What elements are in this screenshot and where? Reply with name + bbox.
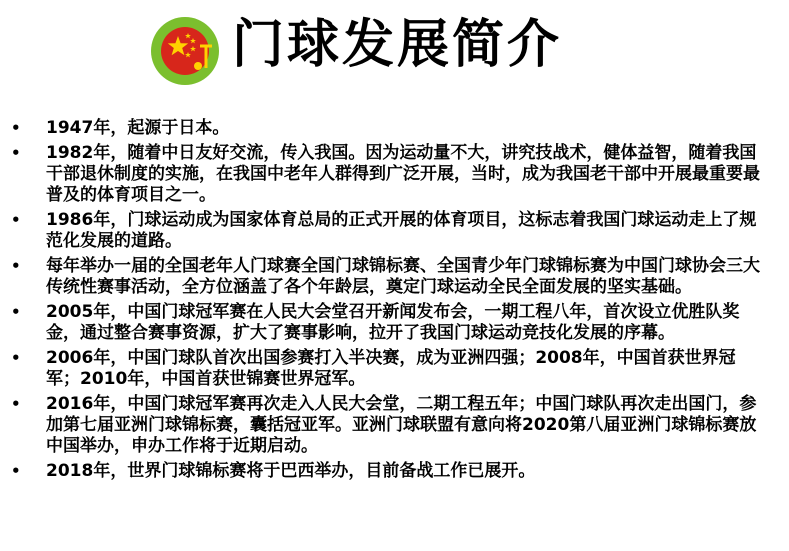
bullet-icon: •	[11, 119, 21, 137]
bullet-icon: •	[11, 303, 21, 321]
bullet-text: 2005年，中国门球冠军赛在人民大会堂召开新闻发布会，一期工程八年，首次设立优胜队奖金，通过整合赛事资源，扩大了赛事影响，拉开了我国门球运动竞技化发展的序幕。	[46, 302, 740, 343]
bullet-icon: •	[11, 349, 21, 367]
bullet-item	[0, 394, 764, 457]
bullet-item	[0, 256, 764, 298]
bullet-icon: •	[11, 395, 21, 413]
bullet-item	[0, 461, 764, 482]
bullet-icon: •	[11, 211, 21, 229]
bullet-text: 2018年，世界门球锦标赛将于巴西举办，目前备战工作已展开。	[46, 461, 536, 481]
bullet-item	[0, 118, 764, 139]
bullet-item	[0, 348, 764, 390]
bullet-text: 2006年，中国门球队首次出国参赛打入半决赛，成为亚洲四强；2008年，中国首获世界冠军；2010年，中国首获世锦赛世界冠军。	[46, 348, 736, 389]
page-title: 门球发展简介	[232, 14, 563, 75]
china-gateball-association-logo-icon	[150, 16, 220, 86]
bullet-item	[0, 302, 764, 344]
bullet-text: 1982年，随着中日友好交流，传入我国。因为运动量不大，讲究技战术，健体益智，随着我国干部退休制度的实施，在我国中老年人群得到广泛开展，当时，成为我国老干部中开展最重要最普及的体育项目之一。	[46, 143, 760, 205]
bullet-icon: •	[11, 257, 21, 275]
header	[0, 0, 789, 105]
bullet-text: 1986年，门球运动成为国家体育总局的正式开展的体育项目，这标志着我国门球运动走上了规范化发展的道路。	[46, 210, 757, 251]
bullet-item	[0, 143, 764, 206]
bullet-icon: •	[11, 144, 21, 162]
bullet-text: 2016年，中国门球冠军赛再次走入人民大会堂，二期工程五年；中国门球队再次走出国门，参加第七届亚洲门球锦标赛，囊括冠亚军。亚洲门球联盟有意向将2020第八届亚洲门球锦标赛放中国举办，申办工作将于近期启动。	[46, 394, 757, 456]
bullet-item	[0, 210, 764, 252]
bullet-text: 每年举办一届的全国老年人门球赛全国门球锦标赛、全国青少年门球锦标赛为中国门球协会三大传统性赛事活动，全方位涵盖了各个年龄层，奠定门球运动全民全面发展的坚实基础。	[46, 256, 760, 297]
bullet-text: 1947年，起源于日本。	[46, 118, 230, 138]
bullet-list	[0, 118, 789, 486]
bullet-icon: •	[11, 462, 21, 480]
